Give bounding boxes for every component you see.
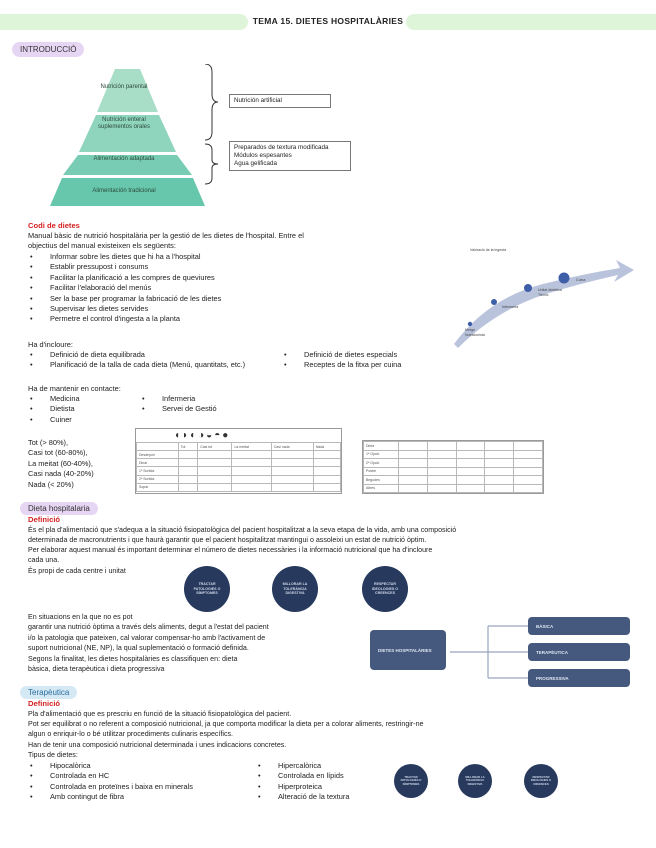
table-row bbox=[137, 467, 341, 475]
schema-main: DIETES HOSPITALÀRIES bbox=[370, 630, 446, 670]
ter-p4: Han de tenir una composició nutricional determinada i unes indicacions concretes. bbox=[28, 741, 287, 749]
codi-intro-1: Manual bàsic de nutrició hospitalària per la gestió de les dietes de l'hospital. Entre el bbox=[28, 231, 304, 240]
row-label: Desdejuni bbox=[137, 451, 179, 459]
classif-line: i/o la patologia que pateixen, cal valorar compensar-ho amb l'activament de bbox=[28, 633, 266, 642]
ter-item: • Hipocalòrica bbox=[28, 761, 193, 771]
dieta-p1: És el pla d'alimentació que s'adequa a la situació fisiopatològica del pacient hospitalitzat a la seva etapa de la vida, amb una composició bbox=[28, 526, 457, 534]
ingesta-lines bbox=[28, 438, 94, 490]
contacte-item: • Medicina bbox=[28, 394, 80, 404]
codi-item: • Supervisar les dietes servides bbox=[28, 304, 221, 314]
table-row bbox=[137, 483, 341, 491]
dieta-def-heading: Definició bbox=[28, 515, 61, 524]
classif-line: bàsica, dieta terapèutica i dieta progressiva bbox=[28, 665, 165, 674]
ter-list-1 bbox=[28, 761, 193, 803]
contacte-item: • Infermeria bbox=[140, 394, 217, 404]
ingesta-line: Casi nada (40-20%) bbox=[28, 469, 94, 479]
ingesta-line: La meitat (60-40%), bbox=[28, 458, 93, 468]
menu-table bbox=[362, 440, 544, 494]
classif-line: suport nutricional (NE, NP), la qual suplementació o formació definida. bbox=[28, 644, 249, 653]
ter-item: • Amb contingut de fibra bbox=[28, 792, 193, 802]
ter-item: • Hiperproteica bbox=[256, 782, 349, 792]
row-label: Dieta bbox=[364, 442, 399, 451]
contacte-item: • Dietista bbox=[28, 404, 80, 414]
row-label: Altres bbox=[364, 484, 399, 493]
schema-terapeutica: TERAPÈUTICA bbox=[528, 643, 630, 661]
curve-label-4: Cuina bbox=[576, 278, 586, 282]
ingesta-line: Casi tot (60-80%), bbox=[28, 448, 88, 458]
table-row bbox=[137, 459, 341, 467]
circle-respectar-small: RESPECTAR IDEOLOGIES O CREENCES bbox=[524, 764, 558, 798]
col-header: Tot bbox=[178, 443, 198, 451]
table-row bbox=[137, 475, 341, 483]
curve-dot-3 bbox=[524, 284, 532, 292]
circle-tractar-small: TRACTAR PATOLOGIES O SÍMPTOMES bbox=[394, 764, 428, 798]
box-preparados bbox=[229, 141, 351, 171]
contacte-list-2 bbox=[140, 394, 217, 415]
incloure-heading: Ha d'incloure: bbox=[28, 340, 73, 349]
col-header: La meitat bbox=[232, 443, 271, 451]
codi-item: • Permetre el control d'ingesta a la planta bbox=[28, 314, 221, 324]
intro-pill: INTRODUCCIÓ bbox=[12, 42, 84, 57]
row-label: 1ª Sortida bbox=[137, 467, 179, 475]
curve-dot-1 bbox=[468, 322, 472, 326]
row-label: Postre bbox=[364, 467, 399, 476]
box-line-3: Agua gelificada bbox=[234, 160, 278, 167]
plate-icons: ◖◗◐◑◒◓● bbox=[174, 430, 231, 441]
col-header: Casi nada bbox=[271, 443, 313, 451]
ter-list-2 bbox=[256, 761, 349, 803]
terapeutica-def-heading: Definició bbox=[28, 699, 61, 708]
row-label: Dinar bbox=[137, 459, 179, 467]
incloure-list-1 bbox=[28, 350, 245, 371]
contacte-item: • Cuiner bbox=[28, 415, 80, 425]
pyramid-label-3: Alimentación adaptada bbox=[93, 156, 155, 162]
incloure-item: • Receptes de la fitxa per cuina bbox=[282, 360, 401, 370]
circle-respectar: RESPECTAR IDEOLOGIES O CREENCES bbox=[362, 566, 408, 612]
curve-label-2: Infermeria bbox=[502, 305, 519, 309]
box-line-1: Preparados de textura modificada bbox=[234, 144, 329, 151]
pyramid-label-4: Alimentación tradicional bbox=[92, 188, 156, 194]
incloure-list-2 bbox=[282, 350, 401, 371]
codi-heading: Codi de dietes bbox=[28, 221, 80, 230]
circle-millorar-small: MILLORAR LA TOLERÀNCIA DIGESTIVA bbox=[458, 764, 492, 798]
ter-item: • Hipercalòrica bbox=[256, 761, 349, 771]
schema-basica: BÀSICA bbox=[528, 617, 630, 635]
table-row bbox=[364, 476, 543, 485]
dieta-p5: És propi de cada centre i unitat bbox=[28, 567, 126, 575]
dieta-p2: determinada de macronutrients i que haurà garantir que el pacient hospitalitzat mantingui o assoleixi un estat de nutrició òptim. bbox=[28, 536, 427, 544]
contacte-item: • Servei de Gestió bbox=[140, 404, 217, 414]
ter-p5: Tipus de dietes: bbox=[28, 751, 78, 759]
pyramid-label-1: Nutrición parental bbox=[100, 84, 148, 90]
brace-2 bbox=[205, 144, 218, 184]
codi-item: • Establir pressupost i consums bbox=[28, 262, 221, 272]
ingesta-table bbox=[135, 428, 342, 494]
row-label: 1ª Opció bbox=[364, 450, 399, 459]
row-label: Sopar bbox=[137, 483, 179, 491]
circle-tractar: TRACTAR PATOLOGIES O SÍMPTOMES bbox=[184, 566, 230, 612]
classif-line: Segons la finalitat, les dietes hospitalàries es classifiquen en: dieta bbox=[28, 654, 238, 663]
box-nutricion-artificial: Nutrición artificial bbox=[229, 94, 331, 108]
ter-item: • Alteració de la textura bbox=[256, 792, 349, 802]
ter-p2: Pot ser equilibrat o no referent a composició nutricional, ja que comporta modificar la dieta per a colorar aliments, restringir-ne bbox=[28, 720, 424, 728]
ter-item: • Controlada en lípids bbox=[256, 771, 349, 781]
schema-connectors bbox=[448, 620, 530, 690]
codi-intro-2: objectius del manual existeixen els següents: bbox=[28, 241, 176, 250]
row-label: 2ª Opció bbox=[364, 459, 399, 468]
table-row bbox=[137, 451, 341, 459]
table-row bbox=[364, 459, 543, 468]
table-row bbox=[364, 450, 543, 459]
codi-list bbox=[28, 252, 221, 325]
dieta-pill: Dieta hospitalaria bbox=[20, 502, 98, 515]
codi-item: • Informar sobre les dietes que hi ha a l'hospital bbox=[28, 252, 221, 262]
ter-p1: Pla d'alimentació que es prescriu en funció de la situació fisiopatològica del pacient. bbox=[28, 710, 292, 718]
table-row bbox=[364, 484, 543, 493]
curve-label-3: Unitat dietètica Tècnic bbox=[538, 288, 562, 297]
codi-item: • Facilitar l'elaboració del menús bbox=[28, 283, 221, 293]
pyramid-label-2: Nutrición enteral suplementos orales bbox=[97, 117, 151, 130]
terapeutica-pill: Terapèutica bbox=[20, 686, 77, 699]
codi-item: • Facilitar la planificació a les compres de queviures bbox=[28, 273, 221, 283]
incloure-item: • Definició de dieta equilibrada bbox=[28, 350, 245, 360]
classif-line: garantir una nutrició òptima a través dels aliments, degut a l'estat del pacient bbox=[28, 623, 269, 632]
contacte-list-1 bbox=[28, 394, 80, 425]
incloure-item: • Planificació de la talla de cada dieta (Menú, quantitats, etc.) bbox=[28, 360, 245, 370]
dieta-p4: cada una. bbox=[28, 556, 60, 564]
contacte-heading: Ha de mantenir en contacte: bbox=[28, 384, 121, 393]
curve-label-1: Valoració de la ingesta bbox=[470, 248, 507, 252]
circle-millorar: MILLORAR LA TOLERÀNCIA DIGESTIVA bbox=[272, 566, 318, 612]
incloure-item: • Definició de dietes especials bbox=[282, 350, 401, 360]
curve-label-5: Metge Nutricionista bbox=[465, 328, 485, 337]
codi-item: • Ser la base per programar la fabricació de les dietes bbox=[28, 294, 221, 304]
schema-progressiva: PROGRESSIVA bbox=[528, 669, 630, 687]
classif-line: En situacions en la que no es pot bbox=[28, 613, 133, 621]
table-row bbox=[364, 442, 543, 451]
col-header: Casi tot bbox=[198, 443, 232, 451]
page-title: TEMA 15. DIETES HOSPITALÀRIES bbox=[252, 16, 404, 26]
curve-dot-4 bbox=[559, 273, 570, 284]
box-line-2: Módulos espesantes bbox=[234, 152, 292, 159]
dieta-classif-text bbox=[28, 612, 269, 674]
ter-item: • Controlada en HC bbox=[28, 771, 193, 781]
row-label: Begudes bbox=[364, 476, 399, 485]
ter-item: • Controlada en proteïnes i baixa en minerals bbox=[28, 782, 193, 792]
row-label: 2ª Sortida bbox=[137, 475, 179, 483]
table-row bbox=[364, 467, 543, 476]
col-header: Nada bbox=[313, 443, 340, 451]
brace-1 bbox=[205, 64, 218, 140]
ingesta-line: Tot (> 80%), bbox=[28, 438, 69, 447]
ter-p3: algun o enriquir-lo o bé utilitzar procediments culinaris específics. bbox=[28, 730, 234, 738]
ingesta-line: Nada (< 20%) bbox=[28, 479, 74, 489]
cell-empty bbox=[137, 443, 179, 451]
curve-dot-2 bbox=[491, 299, 497, 305]
dieta-p3: Per elaborar aquest manual és important determinar el número de dietes necessàries i la informació nutricional que ha d'incloure bbox=[28, 546, 433, 554]
